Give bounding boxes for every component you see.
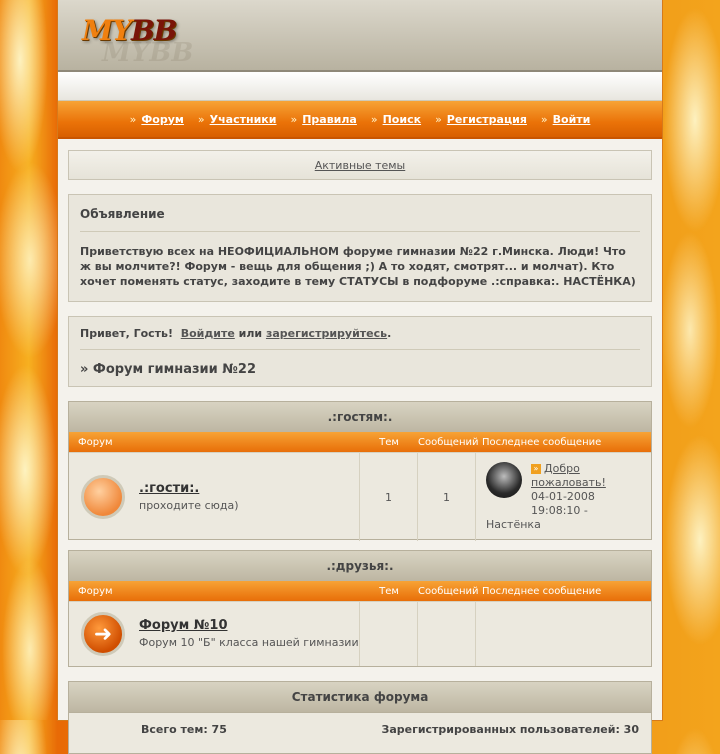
- category-title: .:друзья:.: [69, 551, 651, 581]
- chevron-right-icon: »: [290, 112, 298, 126]
- nav-register[interactable]: [435, 113, 527, 126]
- posts-count: [418, 602, 476, 666]
- forum-desc: проходите сюда): [139, 499, 239, 512]
- logo[interactable]: [82, 14, 176, 47]
- last-post-author: Настёнка: [486, 518, 541, 531]
- period-text: .: [387, 327, 392, 340]
- topics-count: 1: [360, 453, 418, 541]
- nav-members[interactable]: [198, 113, 277, 126]
- nav-label[interactable]: Войти: [552, 112, 591, 126]
- chevron-right-icon: »: [370, 112, 378, 126]
- active-topics-link[interactable]: Активные темы: [68, 150, 652, 180]
- column-headers: [69, 432, 651, 452]
- main-nav: [58, 101, 662, 139]
- nav-login[interactable]: [541, 113, 590, 126]
- last-post-date: 04-01-2008 19:08:10 -: [531, 490, 595, 517]
- last-post: [476, 602, 649, 666]
- nav-forum[interactable]: [130, 113, 184, 126]
- col-topics: Тем: [379, 436, 399, 448]
- category-guests: [68, 401, 652, 540]
- nav-label[interactable]: Правила: [302, 112, 357, 126]
- chevron-right-icon: »: [435, 112, 442, 126]
- stats-section: [68, 681, 652, 754]
- announcement-text: Приветствую всех на НЕОФИЦИАЛЬНОМ форуме гимназии №22 г.Минска. Люди! Что ж вы молчите?! Форум - вещь для общения ;) А то ходят, смотрят... и молчат). Кто хочет поменять статус, заходите в тему СТАТУСЫ в подфоруме .:справка:. НАСТЁНКА): [80, 245, 636, 288]
- register-link[interactable]: зарегистрируйтесь: [265, 327, 388, 340]
- col-posts: Сообщений: [418, 585, 479, 597]
- column-headers: [69, 581, 651, 601]
- chevron-right-icon: »: [197, 112, 205, 126]
- col-forum: Форум: [78, 436, 113, 448]
- nav-search[interactable]: [371, 113, 421, 126]
- avatar: [486, 462, 522, 498]
- chevron-right-icon: »: [129, 112, 137, 126]
- goto-post-icon[interactable]: »: [531, 464, 541, 474]
- chevron-right-icon: »: [540, 112, 548, 126]
- forum-row: [69, 452, 651, 539]
- forum-name-link[interactable]: .:гости:.: [139, 481, 200, 496]
- greeting-line: [80, 327, 640, 350]
- content: [58, 139, 662, 754]
- logo-reflection: MYBB: [102, 38, 194, 68]
- or-text: или: [238, 327, 263, 340]
- nav-label[interactable]: Регистрация: [446, 112, 527, 126]
- header: [58, 0, 662, 72]
- logo-my: MY: [82, 14, 131, 47]
- forum-new-posts-icon: ➜: [81, 612, 125, 656]
- welcome-box: [68, 316, 652, 387]
- nav-label[interactable]: Поиск: [382, 112, 422, 126]
- forum-no-new-icon: [81, 475, 125, 519]
- announcement-title: Объявление: [80, 207, 640, 232]
- page: [58, 0, 662, 736]
- total-topics: Всего тем: 75: [141, 723, 227, 736]
- last-post: [476, 453, 649, 541]
- breadcrumb: » Форум гимназии №22: [80, 362, 256, 377]
- announcement: [68, 194, 652, 302]
- forum-cell: [69, 602, 360, 666]
- forum-cell: [69, 453, 360, 541]
- last-post-link[interactable]: Добро пожаловать!: [531, 462, 606, 489]
- greeting-text: Привет, Гость!: [80, 327, 174, 340]
- registered-users: Зарегистрированных пользователей: 30: [381, 723, 639, 736]
- topics-count: [360, 602, 418, 666]
- forum-desc: Форум 10 "Б" класса нашей гимназии: [139, 636, 359, 649]
- nav-label[interactable]: Форум: [141, 112, 184, 126]
- forum-name-link[interactable]: Форум №10: [139, 618, 228, 633]
- logo-bb: BB: [130, 14, 177, 47]
- category-title: .:гостям:.: [69, 402, 651, 432]
- nav-rules[interactable]: [290, 113, 356, 126]
- posts-count: 1: [418, 453, 476, 541]
- forum-row: [69, 601, 651, 666]
- col-posts: Сообщений: [418, 436, 479, 448]
- col-forum: Форум: [78, 585, 113, 597]
- stats-title: Статистика форума: [68, 681, 652, 713]
- nav-label[interactable]: Участники: [209, 112, 277, 126]
- login-link[interactable]: Войдите: [180, 327, 235, 340]
- subbar: [58, 72, 662, 101]
- col-last: Последнее сообщение: [482, 585, 602, 597]
- category-friends: [68, 550, 652, 667]
- col-topics: Тем: [379, 585, 399, 597]
- stats-row: [68, 713, 652, 754]
- col-last: Последнее сообщение: [482, 436, 602, 448]
